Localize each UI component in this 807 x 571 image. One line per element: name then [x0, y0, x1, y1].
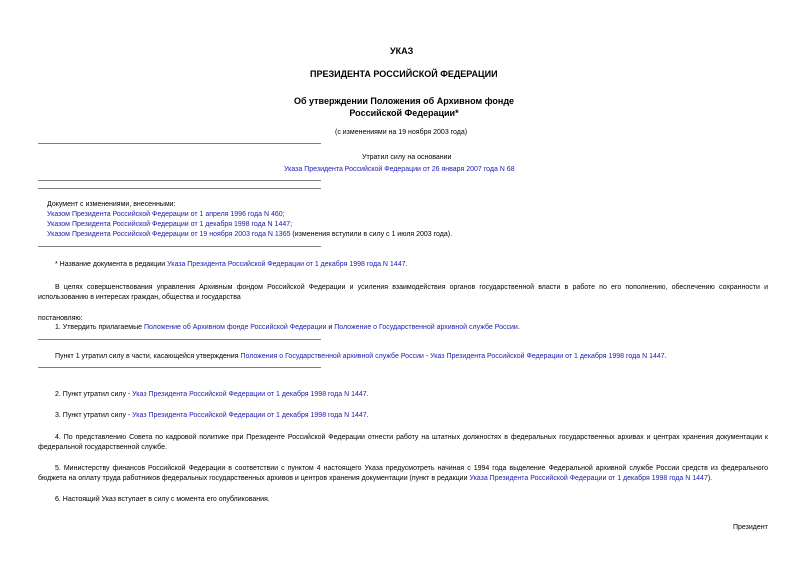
- preamble: В целях совершенствования управления Архивным фондом Российской Федерации и усиления взаимодействия органов государственной власти в работе по его пополнению, обеспечению сохранности и использованию в интересах граждан, общества и государства: [38, 284, 768, 301]
- item-1-note-link-service[interactable]: Положения о Государственной архивной службе России: [240, 353, 424, 360]
- footnote: [55, 260, 407, 270]
- item-5-suffix: ).: [707, 475, 713, 482]
- doc-title-line2: Российской Федерации*: [349, 108, 459, 118]
- change-link-3[interactable]: Указом Президента Российской Федерации от 19 ноября 2003 года N 1365: [47, 231, 291, 238]
- change-item-3: [47, 230, 452, 240]
- item-5-text: 5. Министерству финансов Российской Федерации в соответствии с пунктом 4 настоящего Указа предусмотреть начиная с 1994 года выделение Федеральной архивной службе России средств из федерального бюджета на оплату труда работников федеральных государственных архивов и центров хранения документации (пункт в редакции: [38, 465, 768, 482]
- doc-title: [270, 95, 538, 119]
- divider: [38, 246, 321, 247]
- amendment-note: (с изменениями на 19 ноября 2003 года): [335, 129, 468, 136]
- divider: [38, 188, 321, 189]
- item-3-prefix: 3. Пункт утратил силу -: [55, 412, 133, 419]
- item-2-suffix: .: [366, 391, 369, 398]
- item-1-mid: и: [326, 324, 335, 331]
- item-1-link-archive[interactable]: Положение об Архивном фонде Российской Федерации: [143, 324, 327, 331]
- footnote-suffix: .: [405, 261, 408, 268]
- item-1-note-suffix: .: [664, 353, 667, 360]
- signature: Президент: [733, 524, 768, 531]
- change-item-3-note: (изменения вступили в силу с 1 июля 2003 года).: [290, 231, 453, 238]
- change-link-2[interactable]: Указом Президента Российской Федерации от 1 декабря 1998 года N 1447;: [47, 221, 293, 228]
- doc-heading-president: ПРЕЗИДЕНТА РОССИЙСКОЙ ФЕДЕРАЦИИ: [310, 69, 498, 79]
- doc-heading-ukaz: УКАЗ: [390, 46, 414, 56]
- item-5-link[interactable]: Указа Президента Российской Федерации от 1 декабря 1998 года N 1447: [469, 475, 708, 482]
- footnote-link[interactable]: Указа Президента Российской Федерации от 1 декабря 1998 года N 1447: [167, 261, 406, 268]
- item-1-prefix: 1. Утвердить прилагаемые: [55, 324, 144, 331]
- changes-block: [47, 200, 452, 240]
- item-1-note-mid: -: [423, 353, 431, 360]
- item-5: [38, 464, 768, 484]
- item-3-link[interactable]: Указ Президента Российской Федерации от 1 декабря 1998 года N 1447: [132, 412, 367, 419]
- item-4: 4. По представлению Совета по кадровой политике при Президенте Российской Федерации отнести работу на штатных должностях в федеральных государственных архивах и центрах хранения документации к федеральной государственной службе.: [38, 434, 768, 451]
- divider: [38, 367, 321, 368]
- footnote-prefix: * Название документа в редакции: [55, 261, 168, 268]
- decree-word: постановляю:: [38, 315, 83, 322]
- item-1-note-prefix: Пункт 1 утратил силу в части, касающейся утверждения: [55, 353, 241, 360]
- item-1-note: [55, 352, 667, 362]
- status-text: Утратил силу на основании: [362, 154, 452, 161]
- item-1-suffix: .: [517, 324, 520, 331]
- changes-intro: Документ с изменениями, внесенными:: [47, 201, 176, 208]
- divider: [38, 180, 321, 181]
- item-1: [55, 323, 520, 333]
- item-2-link[interactable]: Указ Президента Российской Федерации от 1 декабря 1998 года N 1447: [132, 391, 367, 398]
- status-link[interactable]: Указа Президента Российской Федерации от 26 января 2007 года N 68: [284, 166, 515, 173]
- item-1-link-service[interactable]: Положение о Государственной архивной службе России: [334, 324, 518, 331]
- item-2-prefix: 2. Пункт утратил силу -: [55, 391, 133, 398]
- item-3-suffix: .: [366, 412, 369, 419]
- item-2: [55, 390, 369, 400]
- item-6: 6. Настоящий Указ вступает в силу с момента его опубликования.: [55, 496, 270, 503]
- divider: [38, 339, 321, 340]
- item-3: [55, 411, 369, 421]
- item-1-note-link-decree[interactable]: Указ Президента Российской Федерации от 1 декабря 1998 года N 1447: [430, 353, 665, 360]
- divider: [38, 143, 321, 144]
- change-link-1[interactable]: Указом Президента Российской Федерации от 1 апреля 1996 года N 460;: [47, 211, 285, 218]
- doc-title-line1: Об утверждении Положения об Архивном фонде: [293, 96, 515, 106]
